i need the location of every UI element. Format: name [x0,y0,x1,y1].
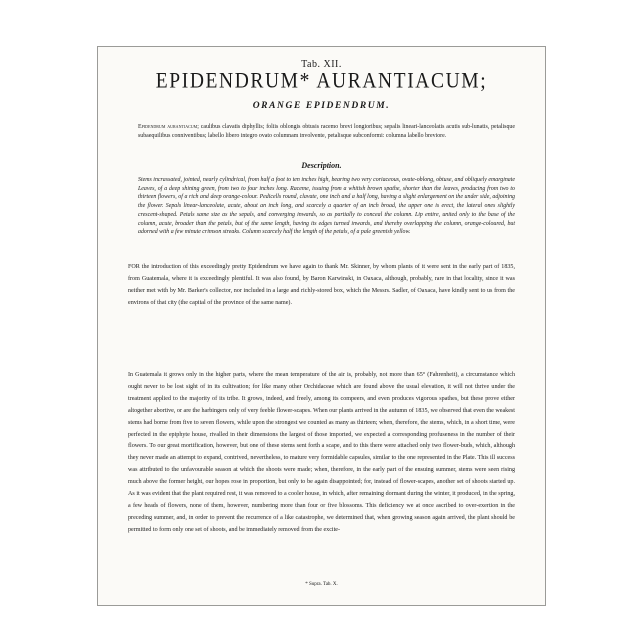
plate-number: Tab. XII. [301,59,342,70]
page-title: EPIDENDRUM* AURANTIACUM; [155,69,488,94]
page-sheet [97,46,546,606]
description-text: Stems incrassated, jointed, nearly cylindrical, from half a foot to ten inches high, bearing two very coriaceous, ovate-oblong, obtuse, and obliquely emarginate Leaves, of a deep shining green, from two to four inches long. Raceme, issuing from a whitish brown spathe, shorter than the leaves, producing from two to thirteen flowers, of a rich and deep orange-colour. Pedicells round, clavate, one inch and a half long, having a slight enlargement on the under side, adjoining the flower. Sepals linear-lanceolate, acute, about an inch long, and scarcely a quarter of an inch broad, the upper one is erect, the lateral ones slightly crescent-shaped. Petals same size as the sepals, and converging inwards, so as partially to conceal the column. Lip entire, united only to the base of the column, acute, broader than the petals, but of the same length, having its edges turned inwards, and thereby overlapping the column, orange-coloured, but adorned with a few minute crimson streaks. Column scarcely half the length of the petals, of a pale greenish yellow. [138,177,515,236]
description-heading: Description. [301,161,342,170]
latin-diagnosis [138,123,515,140]
body-paragraph-2: In Guatemala it grows only in the higher parts, where the mean temperature of the air is, probably, not more than 65° (Fahrenheit), a circumstance which ought never to be lost sight of in its cultivation; for like many other Orchidaceae which are found above the usual elevation, it will not thrive under the treatment applied to the majority of its tribe. It grows, indeed, and freely, among its compeers, and even produces vigorous spathes, but these prove either altogether abortive, or are the harbingers only of very feeble flower-scapes. When our plants arrived in the autumn of 1835, we observed that even the weakest stems had borne from five to seven flowers, while upon the strongest we counted as many as thirteen; when, therefore, the stems, which, in a short time, were perfected in the epiphyte house, rivalled in their dimensions the largest of those imported, we expected a corresponding profuseness in the number of their flowers. To our great mortification, however, but one of these stems sent forth a scape, and to this there were attached only two flower-buds, which, although they never made an attempt to expand, contrived, nevertheless, to mature very formidable capsules, similar to the one represented in the Plate. This ill success was attributed to the unfavourable season at which the shoots were made; when, therefore, in the early part of the ensuing summer, stems were seen rising much above the former height, our hopes rose in proportion, but only to be again disappointed; for, instead of flower-scapes, another set of shoots started up. As it was evident that the plant required rest, it was removed to a cooler house, in which, after remaining dormant during the winter, it produced, in the spring, a few heads of flowers, none of them, however, numbering more than four or five blossoms. This deficiency we at once ascribed to over-exertion in the preceding summer, and, in order to prevent the recurrence of a like catastrophe, we determined that, when growing season again arrived, the plant should be permitted to form only one set of shoots, and be immediately removed from the excite- [128,372,515,533]
footnote: * Supra. Tab. X. [305,582,338,587]
latin-lead: Epidendrum aurantiacum; [138,124,199,130]
body-paragraph-1: FOR the introduction of this exceedingly pretty Epidendrum we have again to thank Mr. Skinner, by whom plants of it were sent in the early part of 1835, from Guatemala, where it is exceedingly plentiful. It was also found, by Baron Karwinski, in Oaxaca, although, probably, rare in that locality, since it was neither met with by Mr. Barker's collector, nor included in a large and richly-stored box, which the Messrs. Sadler, of Oaxaca, have kindly sent to us from the environs of that city (the capital of the province of the same name). [128,264,515,306]
latin-text: caulibus clavatis diphyllis; foliis oblongis obtusis racemo brevi longioribus; sepalis lineari-lanceolatis acutis sub-lunatis, petalisque subaequilibus conniventibus; labello libero integro ovato columnam involvente, petalisque subconformi: columna labello breviore. [138,124,515,139]
page-subtitle: ORANGE EPIDENDRUM. [252,101,391,111]
